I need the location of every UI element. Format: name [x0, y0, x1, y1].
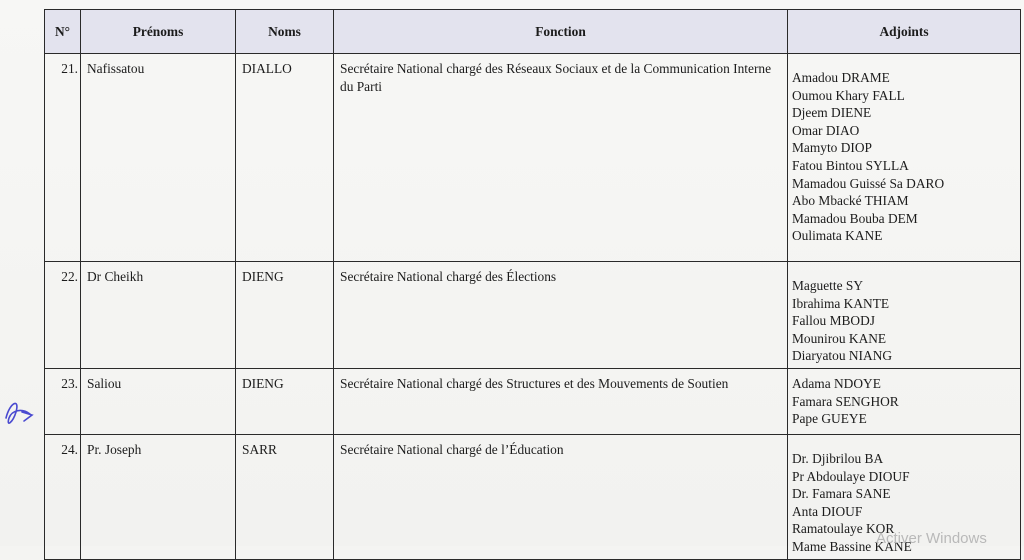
table-header-row	[45, 10, 1021, 54]
row-number: 24.	[45, 434, 81, 559]
row-number: 21.	[45, 54, 81, 262]
row-prenom: Nafissatou	[81, 54, 236, 262]
table-row	[45, 368, 1021, 434]
adjoint-name: Ramatoulaye KOR	[792, 521, 895, 537]
adjoint-name: Pape GUEYE	[792, 411, 867, 427]
header-num: N°	[45, 10, 81, 54]
header-fonction: Fonction	[334, 10, 788, 54]
adjoint-name: Mounirou KANE	[792, 330, 887, 346]
row-adjoints	[788, 262, 1021, 369]
adjoint-name: Omar DIAO	[792, 122, 860, 138]
row-adjoints	[788, 54, 1021, 262]
adjoint-name: Diaryatou NIANG	[792, 348, 893, 364]
adjoint-name: Amadou DRAME	[792, 70, 890, 85]
table-row	[45, 262, 1021, 369]
row-number: 22.	[45, 262, 81, 369]
row-nom: DIENG	[236, 262, 334, 369]
adjoint-name: Abo Mbacké THIAM	[792, 193, 909, 209]
row-fonction: Secrétaire National chargé des Réseaux Sociaux et de la Communication Interne du Parti	[334, 54, 788, 262]
row-nom: DIENG	[236, 368, 334, 434]
windows-activation-watermark: Activer Windows	[876, 530, 987, 547]
adjoint-name: Adama NDOYE	[792, 375, 881, 391]
header-prenoms: Prénoms	[81, 10, 236, 54]
adjoint-name: Oulimata KANE	[792, 228, 883, 244]
row-nom: DIALLO	[236, 54, 334, 262]
row-prenom: Saliou	[81, 368, 236, 434]
adjoint-name: Famara SENGHOR	[792, 393, 899, 409]
row-nom: SARR	[236, 434, 334, 559]
row-number: 23.	[45, 368, 81, 434]
adjoint-name: Anta DIOUF	[792, 503, 863, 519]
adjoint-name: Oumou Khary FALL	[792, 87, 905, 103]
adjoint-name: Pr Abdoulaye DIOUF	[792, 468, 910, 484]
adjoint-name: Ibrahima KANTE	[792, 295, 890, 311]
adjoint-name: Mamadou Guissé Sa DARO	[792, 175, 945, 191]
row-adjoints	[788, 368, 1021, 434]
adjoint-name: Djeem DIENE	[792, 105, 872, 121]
row-fonction: Secrétaire National chargé de l’Éducation	[334, 434, 788, 559]
row-prenom: Dr Cheikh	[81, 262, 236, 369]
secretariat-table	[44, 9, 1021, 560]
table-row	[45, 54, 1021, 262]
adjoint-name: Fallou MBODJ	[792, 313, 875, 329]
adjoint-name: Fatou Bintou SYLLA	[792, 157, 909, 173]
row-fonction: Secrétaire National chargé des Structures et des Mouvements de Soutien	[334, 368, 788, 434]
row-fonction: Secrétaire National chargé des Élections	[334, 262, 788, 369]
adjoint-name: Dr. Famara SANE	[792, 486, 891, 502]
table-row	[45, 434, 1021, 559]
adjoint-name: Mamyto DIOP	[792, 140, 872, 156]
header-adjoints: Adjoints	[788, 10, 1021, 54]
adjoint-name: Mame Bassine KANE	[792, 538, 912, 554]
adjoint-name: Mamadou Bouba DEM	[792, 210, 918, 226]
handwritten-initials-signature	[0, 388, 36, 436]
adjoint-name: Maguette SY	[792, 278, 864, 293]
adjoint-name: Dr. Djibrilou BA	[792, 450, 884, 466]
row-prenom: Pr. Joseph	[81, 434, 236, 559]
header-noms: Noms	[236, 10, 334, 54]
